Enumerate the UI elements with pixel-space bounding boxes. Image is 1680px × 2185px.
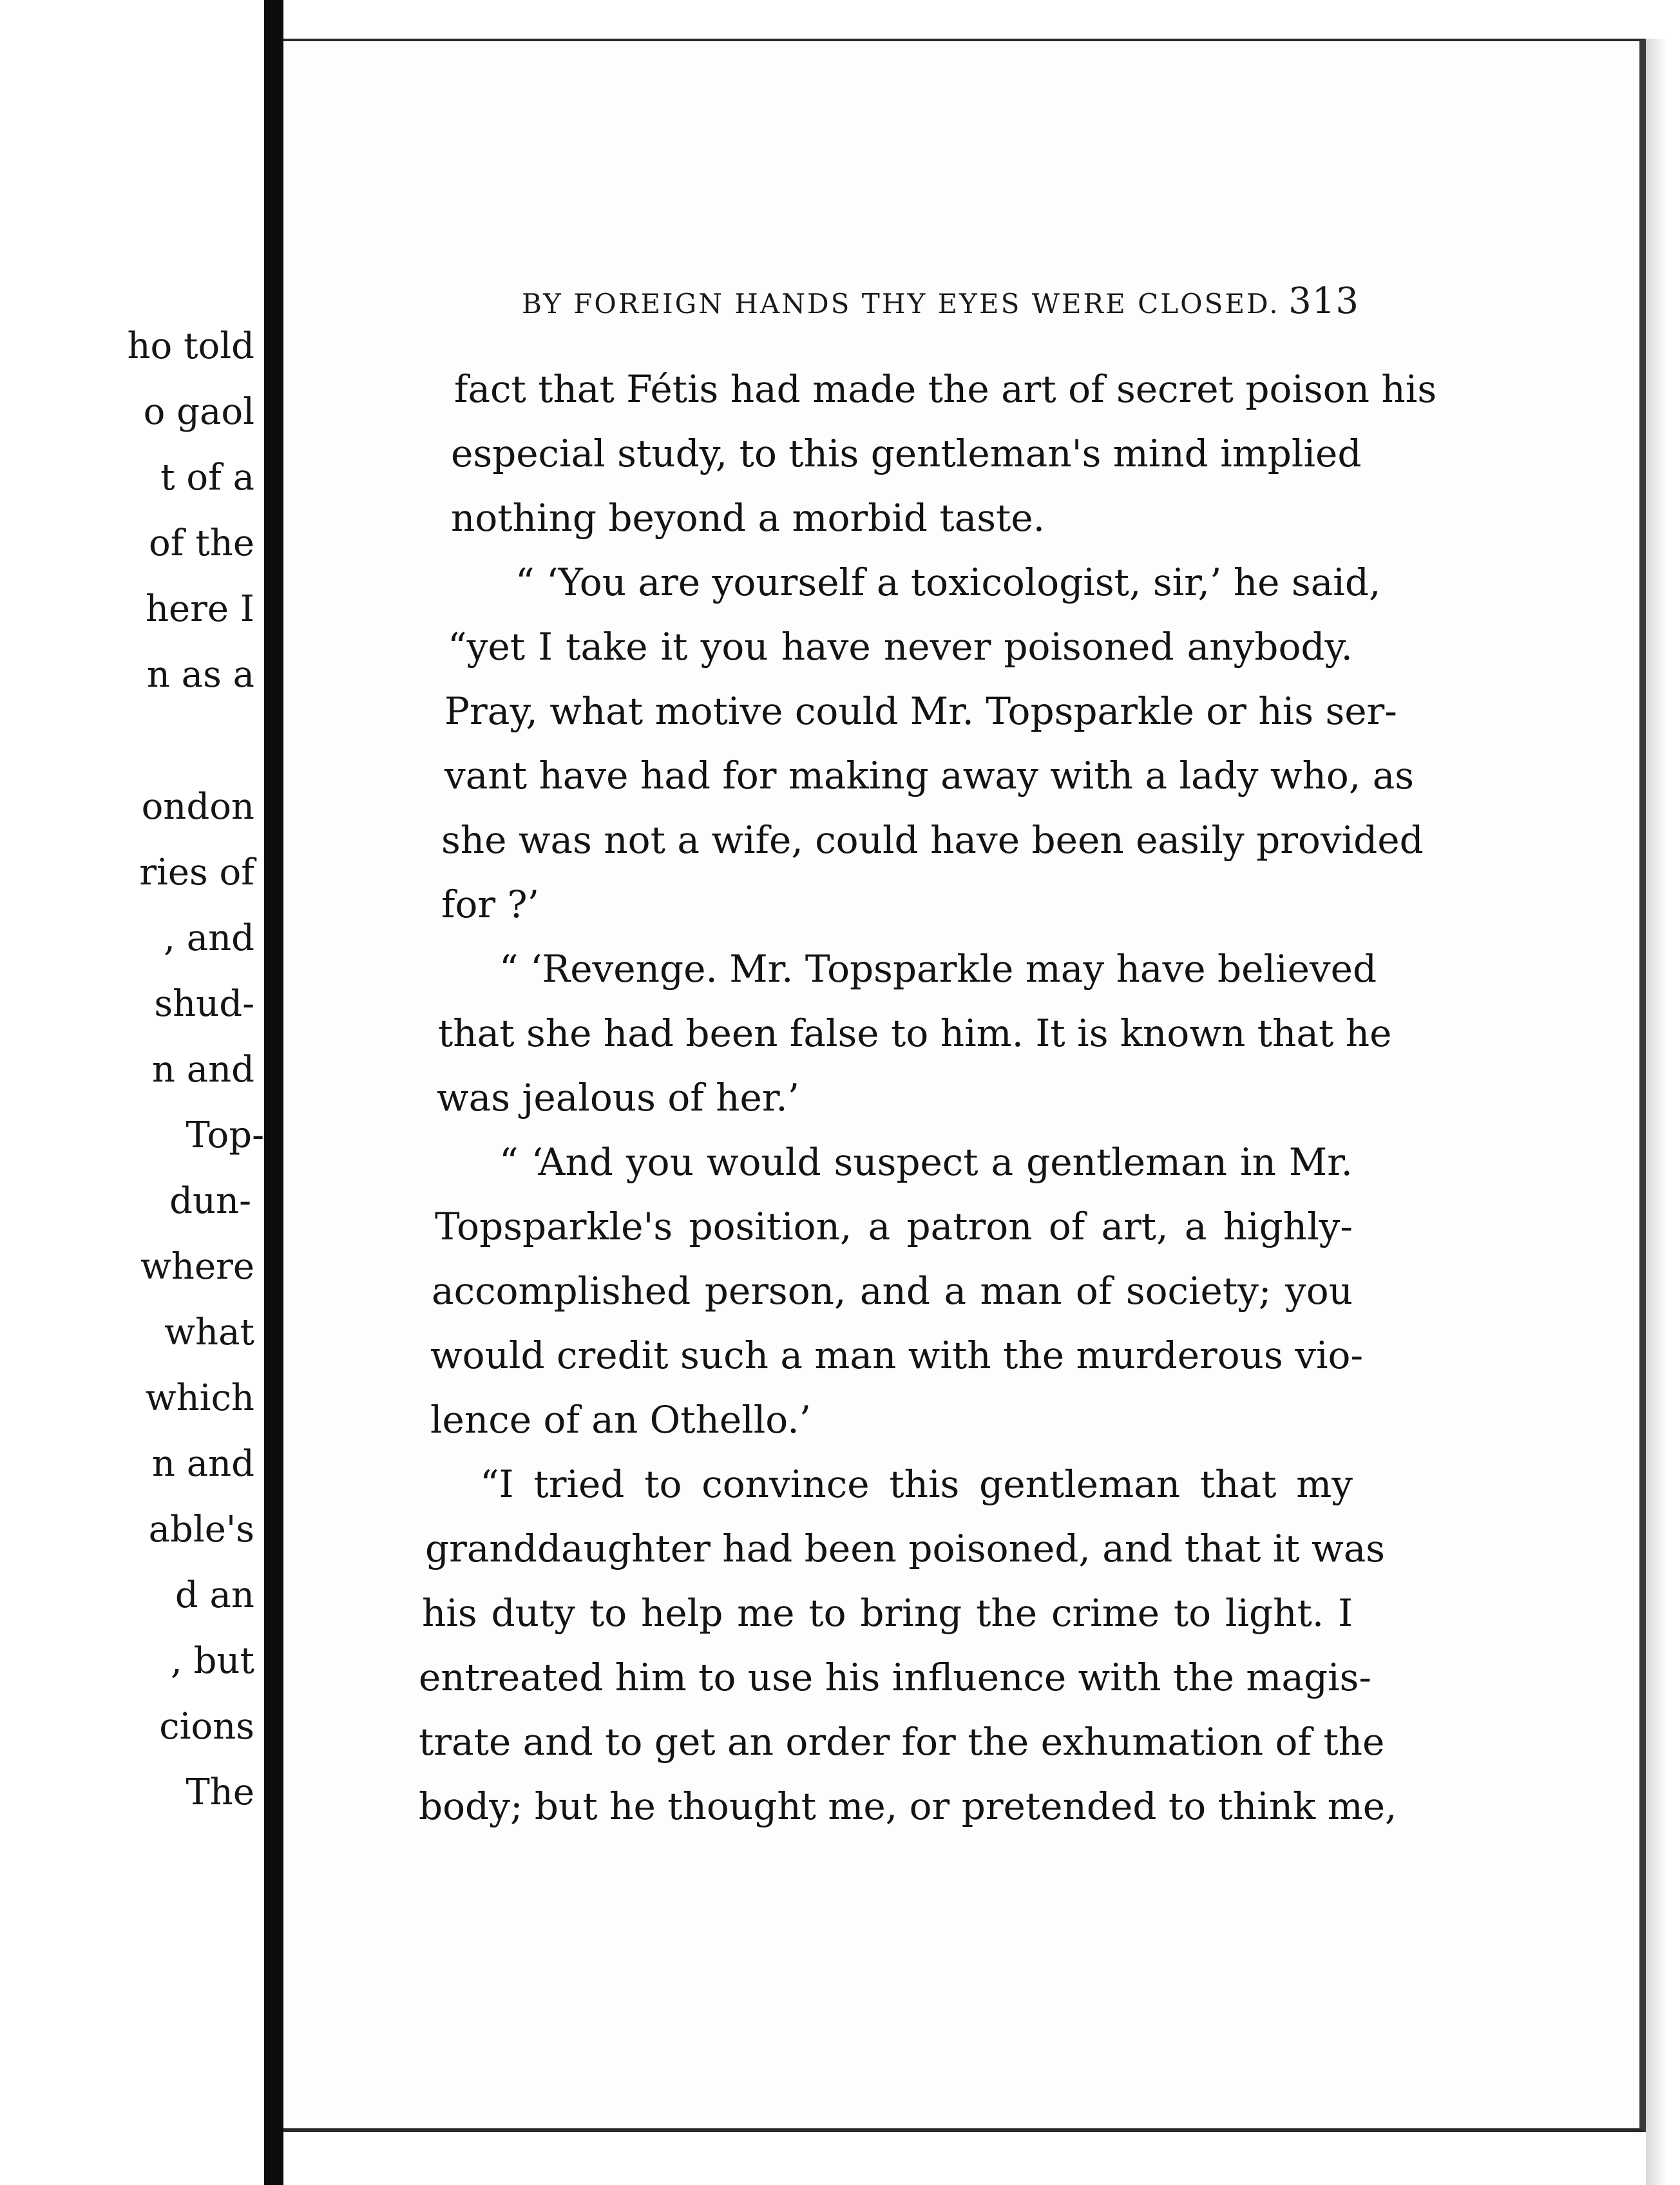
text-line: fact that Fétis had made the art of secret poison his [454, 367, 1437, 411]
text-line: would credit such a man with the murderous vio- [430, 1333, 1364, 1377]
running-head-title: BY FOREIGN HANDS THY EYES WERE CLOSED. [522, 288, 1280, 320]
text-line: was jealous of her.’ [437, 1076, 800, 1120]
text-line: “ ‘You are yourself a toxicologist, sir,’ he said, [515, 560, 1381, 604]
text-line: “yet I take it you have never poisoned anybody. [448, 625, 1353, 669]
left-page-fragment: t of a [160, 457, 254, 499]
left-page-fragment: o gaol [143, 391, 254, 433]
left-page-fragment: where [140, 1246, 254, 1288]
text-line: trate and to get an order for the exhumation of the [419, 1720, 1385, 1764]
text-line: Topsparkle's position, a patron of art, a highly- [435, 1205, 1353, 1248]
text-line: body; but he thought me, or pretended to think me, [419, 1784, 1397, 1828]
left-page [0, 0, 264, 2185]
left-page-fragment: cions [159, 1706, 254, 1748]
book-gutter [264, 0, 283, 2185]
left-page-fragment: of the [149, 522, 254, 564]
text-line: for ?’ [441, 883, 540, 926]
page-edge [1646, 39, 1680, 2185]
text-line: accomplished person, and a man of society; you [432, 1269, 1353, 1313]
left-page-fragment: The [186, 1771, 254, 1813]
left-page-fragment: n as a [146, 654, 254, 696]
left-page-fragment: n and [151, 1443, 254, 1485]
left-page-fragment: here I [145, 588, 254, 630]
left-page-fragment: ho told [127, 325, 254, 367]
text-line: Pray, what motive could Mr. Topsparkle or his ser- [444, 689, 1397, 733]
text-line: vant have had for making away with a lady who, as [444, 754, 1415, 797]
left-page-fragment: ondon [141, 786, 254, 828]
left-page-fragment: , but [170, 1640, 254, 1682]
text-line: “I tried to convince this gentleman that my [480, 1462, 1353, 1506]
left-page-fragment: what [164, 1312, 254, 1353]
left-page-fragment: Top- [186, 1114, 264, 1156]
left-page-fragment: ries of [139, 852, 254, 893]
text-line: lence of an Othello.’ [430, 1398, 812, 1442]
text-line: that she had been false to him. It is known that he [438, 1011, 1392, 1055]
left-page-fragment: shud- [154, 983, 254, 1025]
running-head [522, 280, 1359, 325]
text-line: entreated him to use his influence with the magis- [419, 1655, 1371, 1699]
text-line: “ ‘Revenge. Mr. Topsparkle may have believed [499, 947, 1377, 991]
left-page-fragment: d an [175, 1574, 254, 1616]
left-page-fragment: able's [148, 1509, 254, 1550]
left-page-fragment: n and [151, 1049, 254, 1091]
text-line: “ ‘And you would suspect a gentleman in Mr. [499, 1140, 1353, 1184]
left-page-fragment: which [145, 1377, 254, 1419]
text-line: granddaughter had been poisoned, and that it was [425, 1527, 1386, 1570]
text-line: she was not a wife, could have been easily provided [441, 818, 1424, 862]
text-line: nothing beyond a morbid taste. [451, 496, 1045, 540]
left-page-fragment: dun- [169, 1180, 251, 1222]
left-page-fragment: , and [164, 917, 254, 959]
text-line: his duty to help me to bring the crime to light. I [422, 1591, 1353, 1635]
text-line: especial study, to this gentleman's mind implied [451, 432, 1362, 475]
page-number: 313 [1288, 280, 1359, 322]
